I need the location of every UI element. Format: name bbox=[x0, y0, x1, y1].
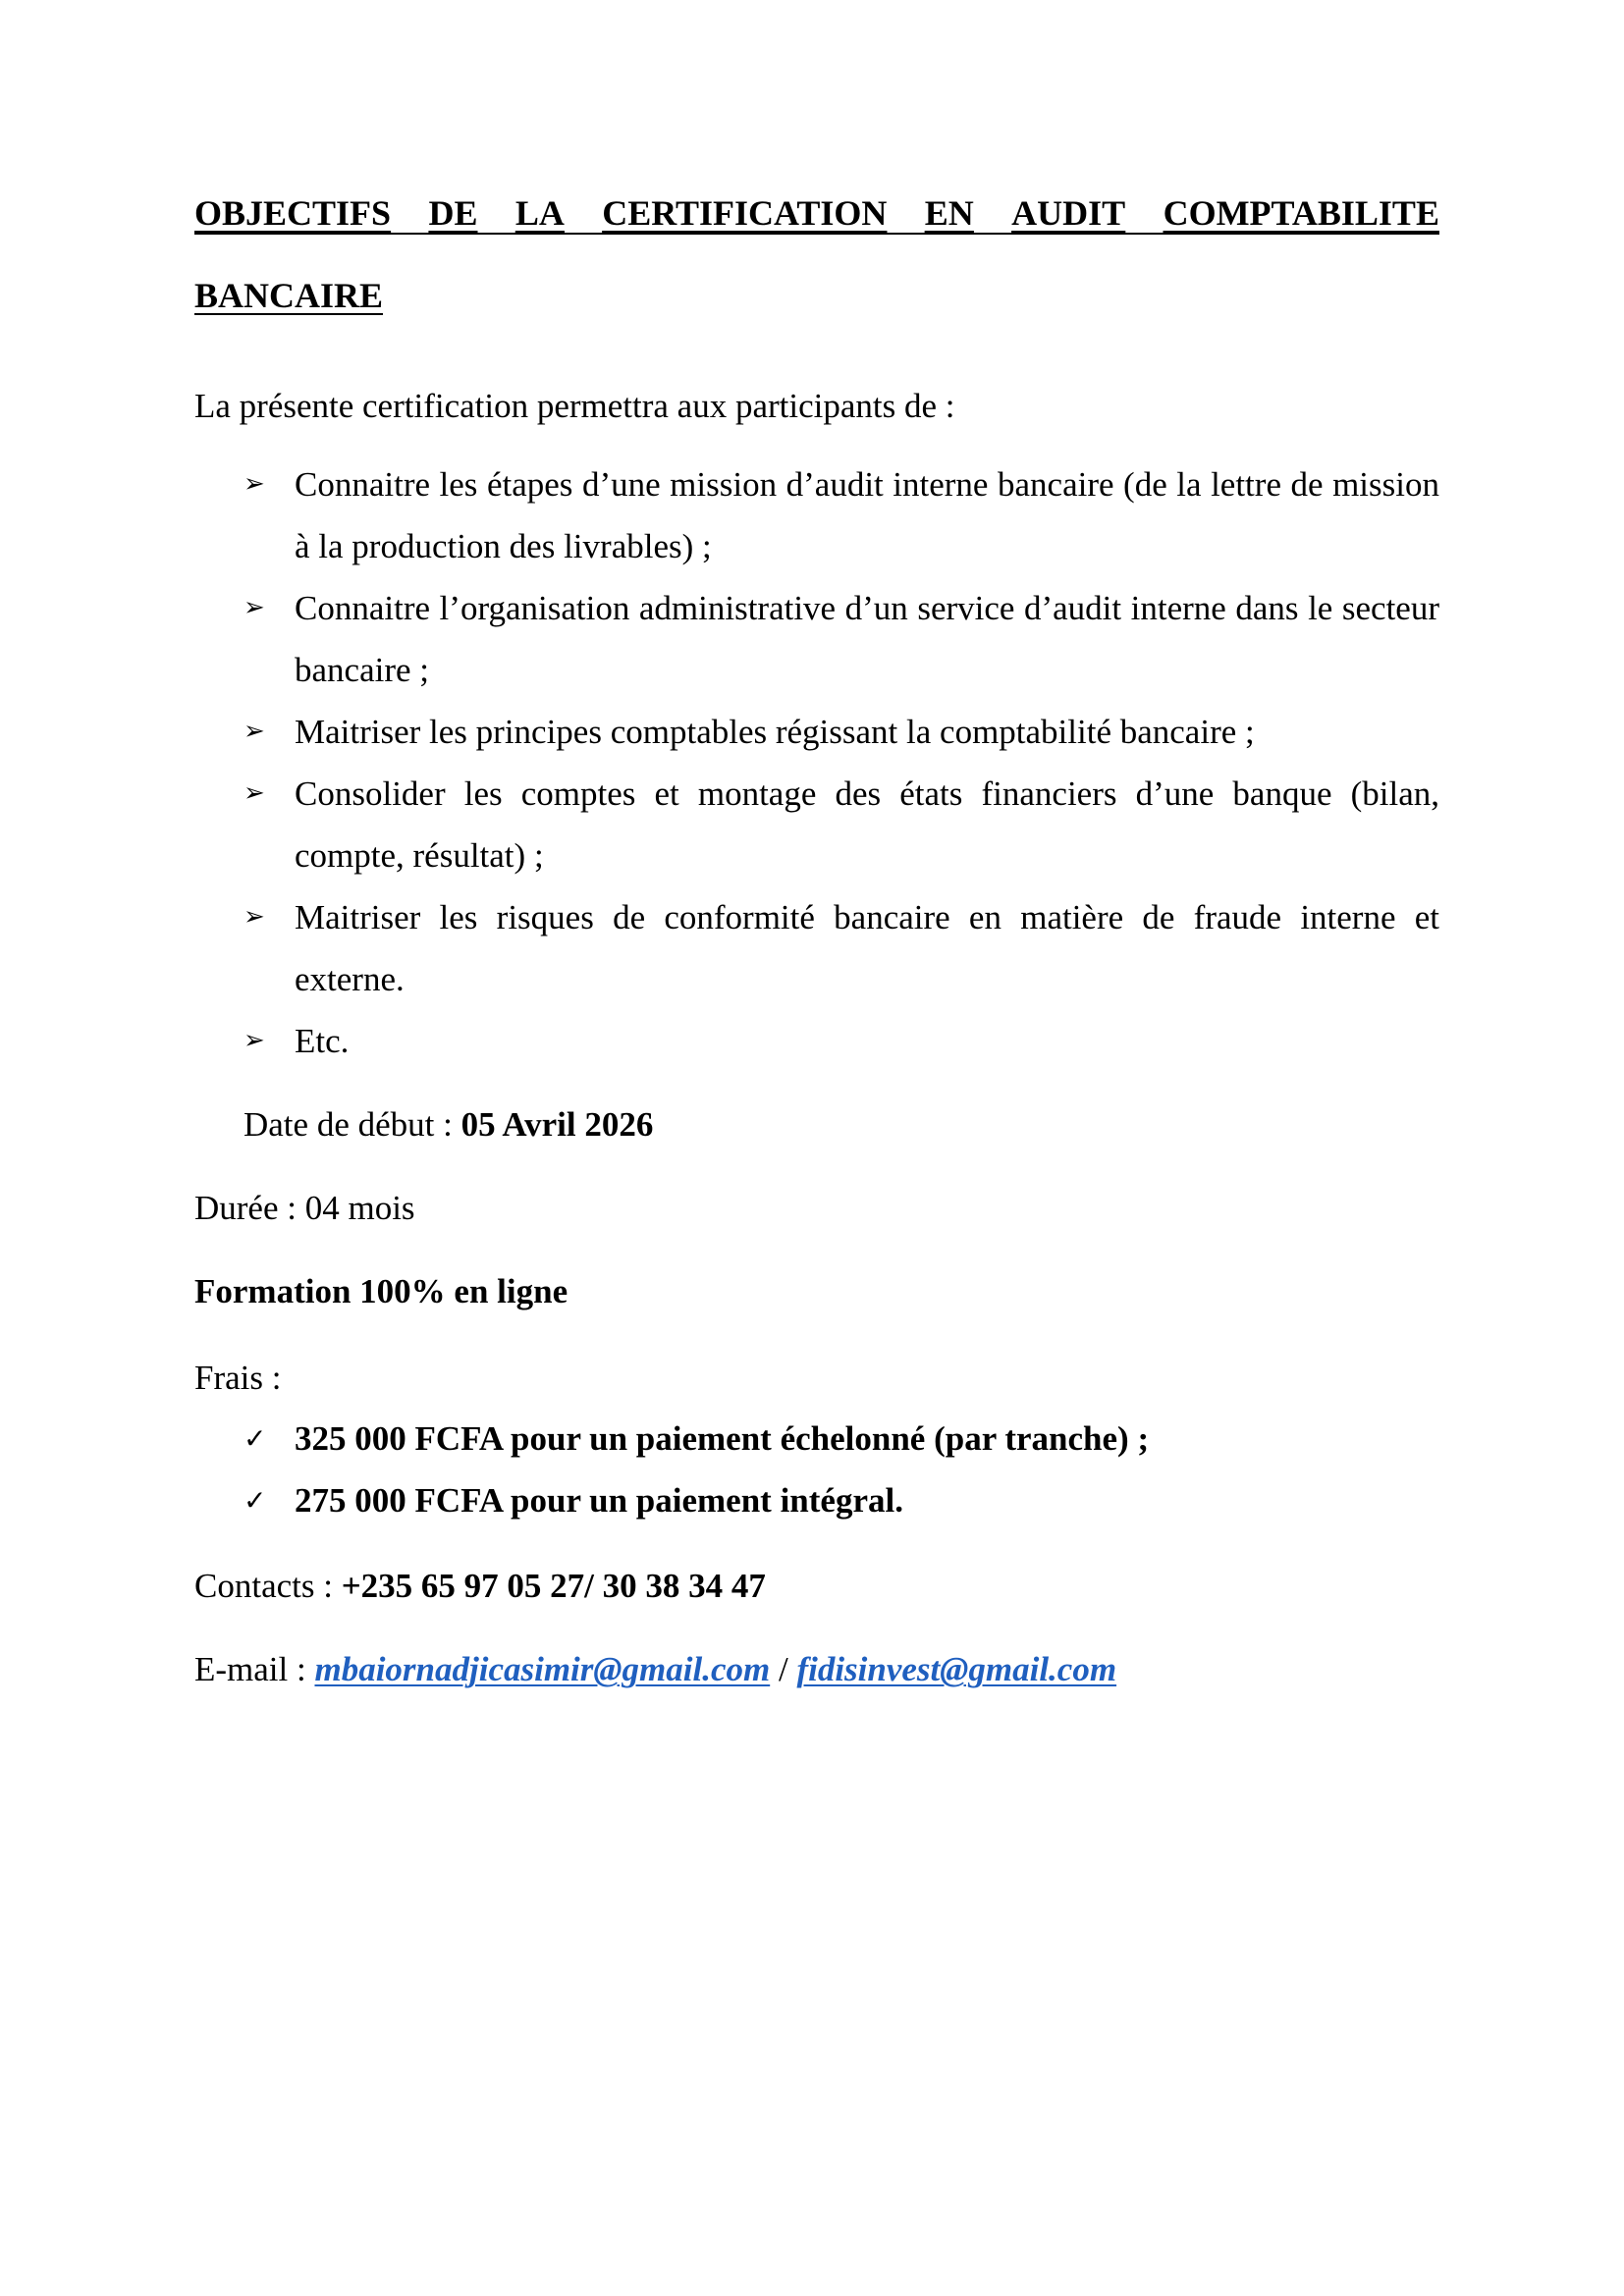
title-word: DE bbox=[428, 193, 478, 233]
check-bullet-icon: ✓ bbox=[244, 1484, 267, 1517]
arrow-bullet-icon: ➢ bbox=[244, 717, 265, 746]
start-date bbox=[244, 1094, 653, 1155]
fee-text: 325 000 FCFA pour un paiement échelonné (par tranche) ; bbox=[295, 1419, 1150, 1458]
objective-text: Connaitre les étapes d’une mission d’audit interne bancaire (de la lettre de mission à la production des livrables) ; bbox=[295, 465, 1439, 565]
arrow-bullet-icon: ➢ bbox=[244, 778, 265, 808]
fee-text: 275 000 FCFA pour un paiement intégral. bbox=[295, 1481, 903, 1520]
list-item bbox=[194, 454, 1439, 577]
title-line-1 bbox=[194, 192, 1439, 234]
start-date-label: Date de début : bbox=[244, 1105, 461, 1144]
contacts bbox=[194, 1555, 766, 1617]
email-label: E-mail : bbox=[194, 1650, 315, 1688]
fees-list bbox=[194, 1408, 1149, 1531]
arrow-bullet-icon: ➢ bbox=[244, 593, 265, 622]
list-item bbox=[194, 1469, 1149, 1531]
objective-text: Etc. bbox=[295, 1022, 350, 1060]
arrow-bullet-icon: ➢ bbox=[244, 902, 265, 932]
objective-text: Consolider les comptes et montage des états financiers d’une banque (bilan, compte, résultat) ; bbox=[295, 774, 1439, 875]
title-word: EN bbox=[924, 193, 974, 233]
email-link-secondary[interactable]: fidisinvest@gmail.com bbox=[796, 1650, 1117, 1688]
list-item bbox=[194, 1408, 1149, 1469]
check-bullet-icon: ✓ bbox=[244, 1422, 267, 1455]
intro-text: La présente certification permettra aux participants de : bbox=[194, 387, 955, 425]
title-word: COMPTABILITE bbox=[1163, 193, 1439, 233]
arrow-bullet-icon: ➢ bbox=[244, 469, 265, 499]
start-date-value: 05 Avril 2026 bbox=[460, 1105, 654, 1144]
objective-text: Maitriser les risques de conformité bancaire en matière de fraude interne et externe. bbox=[295, 898, 1439, 998]
email-line bbox=[194, 1638, 1116, 1700]
title-word: CERTIFICATION bbox=[602, 193, 888, 233]
objective-text: Maitriser les principes comptables régissant la comptabilité bancaire ; bbox=[295, 713, 1255, 751]
title-word: LA bbox=[514, 193, 565, 233]
contacts-label: Contacts : bbox=[194, 1567, 342, 1605]
objectives-list bbox=[194, 454, 1439, 1072]
format-text: Formation 100% en ligne bbox=[194, 1272, 568, 1310]
list-item bbox=[194, 886, 1439, 1010]
email-link-primary[interactable]: mbaiornadjicasimir@gmail.com bbox=[314, 1650, 771, 1688]
contacts-phone: +235 65 97 05 27/ 30 38 34 47 bbox=[341, 1567, 766, 1605]
title-word: AUDIT bbox=[1011, 193, 1126, 233]
arrow-bullet-icon: ➢ bbox=[244, 1026, 265, 1055]
list-item bbox=[194, 1010, 1439, 1072]
duration: Durée : 04 mois bbox=[194, 1189, 415, 1227]
list-item bbox=[194, 763, 1439, 886]
objective-text: Connaitre l’organisation administrative d’un service d’audit interne dans le secteur bancaire ; bbox=[295, 589, 1439, 689]
list-item bbox=[194, 701, 1439, 763]
title-word: OBJECTIFS bbox=[194, 193, 392, 233]
list-item bbox=[194, 577, 1439, 701]
email-separator: / bbox=[770, 1650, 797, 1688]
title-line-2: BANCAIRE bbox=[194, 276, 384, 315]
fees-label: Frais : bbox=[194, 1359, 282, 1397]
title-underline bbox=[194, 233, 1439, 235]
